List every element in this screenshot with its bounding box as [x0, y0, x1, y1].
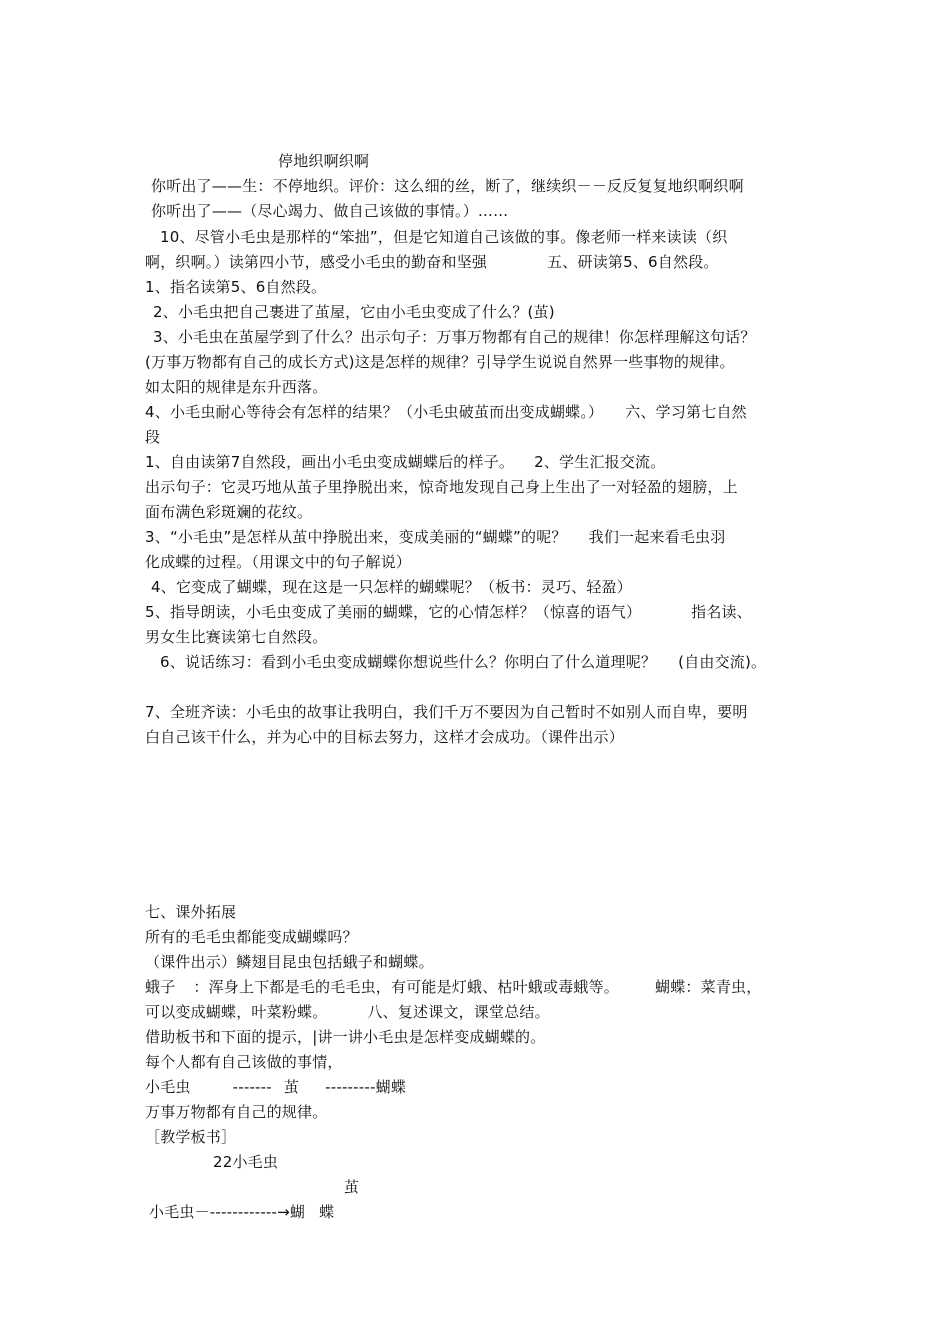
text-line: 段: [145, 428, 161, 446]
text-segment: ---------蝴蝶: [325, 1078, 407, 1096]
text-line: 6、说话练习：看到小毛虫变成蝴蝶你想说些什么？你明白了什么道理呢？ (自由交流)。: [160, 653, 767, 671]
text-line: 3、小毛虫在茧屋学到了什么？出示句子：万事万物都有自己的规律！你怎样理解这句话？: [153, 328, 756, 346]
text-line: 可以变成蝴蝶，叶菜粉蝶。 八、复述课文，课堂总结。: [145, 1003, 550, 1021]
text-line: 所有的毛毛虫都能变成蝴蝶吗？: [145, 928, 358, 946]
text-segment: 指名读、: [691, 603, 752, 621]
text-line: 3、“小毛虫”是怎样从茧中挣脱出来，变成美丽的“蝴蝶”的呢？ 我们一起来看毛虫羽: [145, 528, 726, 546]
text-segment: 2、学生汇报交流。: [534, 453, 666, 471]
board-heading: ［教学板书］: [145, 1128, 237, 1146]
text-line: 出示句子：它灵巧地从茧子里挣脱出来，惊奇地发现自己身上生出了一对轻盈的翅膀，上: [145, 478, 738, 496]
text-line: 每个人都有自己该做的事情，: [145, 1053, 343, 1071]
text-line: （课件出示）鳞翅目昆虫包括蛾子和蝴蝶。: [145, 953, 434, 971]
text-line: 万事万物都有自己的规律。: [145, 1103, 328, 1121]
board-title: 22小毛虫: [213, 1153, 279, 1171]
text-line: (万事万物都有自己的成长方式)这是怎样的规律？引导学生说说自然界一些事物的规律。: [145, 353, 735, 371]
text-line: 4、小毛虫耐心等待会有怎样的结果？（小毛虫破茧而出变成蝴蝶。） 六、学习第七自然: [145, 403, 747, 421]
text-line: 7、全班齐读：小毛虫的故事让我明白，我们千万不要因为自己暂时不如别人而自卑，要明: [145, 703, 748, 721]
board-flow-line: 小毛虫－------------→蝴 蝶: [149, 1203, 335, 1221]
text-line: 如太阳的规律是东升西落。: [145, 378, 328, 396]
text-segment: 我们一起来看毛虫羽: [588, 528, 726, 546]
text-line: 停地织啊织啊: [278, 152, 370, 170]
text-line: 10、尽管小毛虫是那样的“笨拙”，但是它知道自己该做的事。像老师一样来读读（织: [160, 228, 728, 246]
text-segment: 蝴蝶：菜青虫，: [655, 978, 762, 996]
text-line: 男女生比赛读第七自然段。: [145, 628, 328, 646]
text-segment: -------: [232, 1078, 272, 1096]
text-segment: ：浑身上下都是毛的毛毛虫，有可能是灯蛾、枯叶蛾或毒蛾等。: [193, 978, 620, 996]
text-line: 你听出了——生：不停地织。评价：这么细的丝，断了，继续织－－反反复复地织啊织啊: [151, 177, 744, 195]
section-heading: 八、复述课文，课堂总结。: [367, 1003, 550, 1021]
section-heading: 六、学习第七自然: [625, 403, 747, 421]
text-line: 4、它变成了蝴蝶，现在这是一只怎样的蝴蝶呢？（板书：灵巧、轻盈）: [151, 578, 632, 596]
text-line: 面布满色彩斑斓的花纹。: [145, 503, 313, 521]
text-line: 2、小毛虫把自己裹进了茧屋，它由小毛虫变成了什么？(茧): [153, 303, 555, 321]
board-text: 茧: [344, 1178, 360, 1196]
text-line: 5、指导朗读，小毛虫变成了美丽的蝴蝶，它的心情怎样？（惊喜的语气） 指名读、: [145, 603, 752, 621]
text-line: 蛾子 ：浑身上下都是毛的毛毛虫，有可能是灯蛾、枯叶蛾或毒蛾等。 蝴蝶：菜青虫，: [145, 978, 762, 996]
text-line: 啊，织啊。）读第四小节，感受小毛虫的勤奋和坚强 五、研读第5、6自然段。: [145, 253, 719, 271]
flow-line: 小毛虫 ------- 茧 ---------蝴蝶: [145, 1078, 407, 1096]
text-segment: (自由交流)。: [678, 653, 767, 671]
text-line: 1、自由读第7自然段，画出小毛虫变成蝴蝶后的样子。 2、学生汇报交流。: [145, 453, 666, 471]
section-heading: 五、研读第5、6自然段。: [547, 253, 719, 271]
text-segment: 茧: [283, 1078, 300, 1096]
text-line: 化成蝶的过程。（用课文中的句子解说）: [145, 553, 412, 571]
text-line: 白自己该干什么，并为心中的目标去努力，这样才会成功。（课件出示）: [145, 728, 624, 746]
text-line: 1、指名读第5、6自然段。: [145, 278, 327, 296]
text-segment: 蝶: [319, 1203, 335, 1221]
text-line: 你听出了——（尽心竭力、做自己该做的事情。）……: [151, 202, 509, 220]
section-heading: 七、课外拓展: [145, 903, 237, 921]
text-line: 借助板书和下面的提示，|讲一讲小毛虫是怎样变成蝴蝶的。: [145, 1028, 546, 1046]
